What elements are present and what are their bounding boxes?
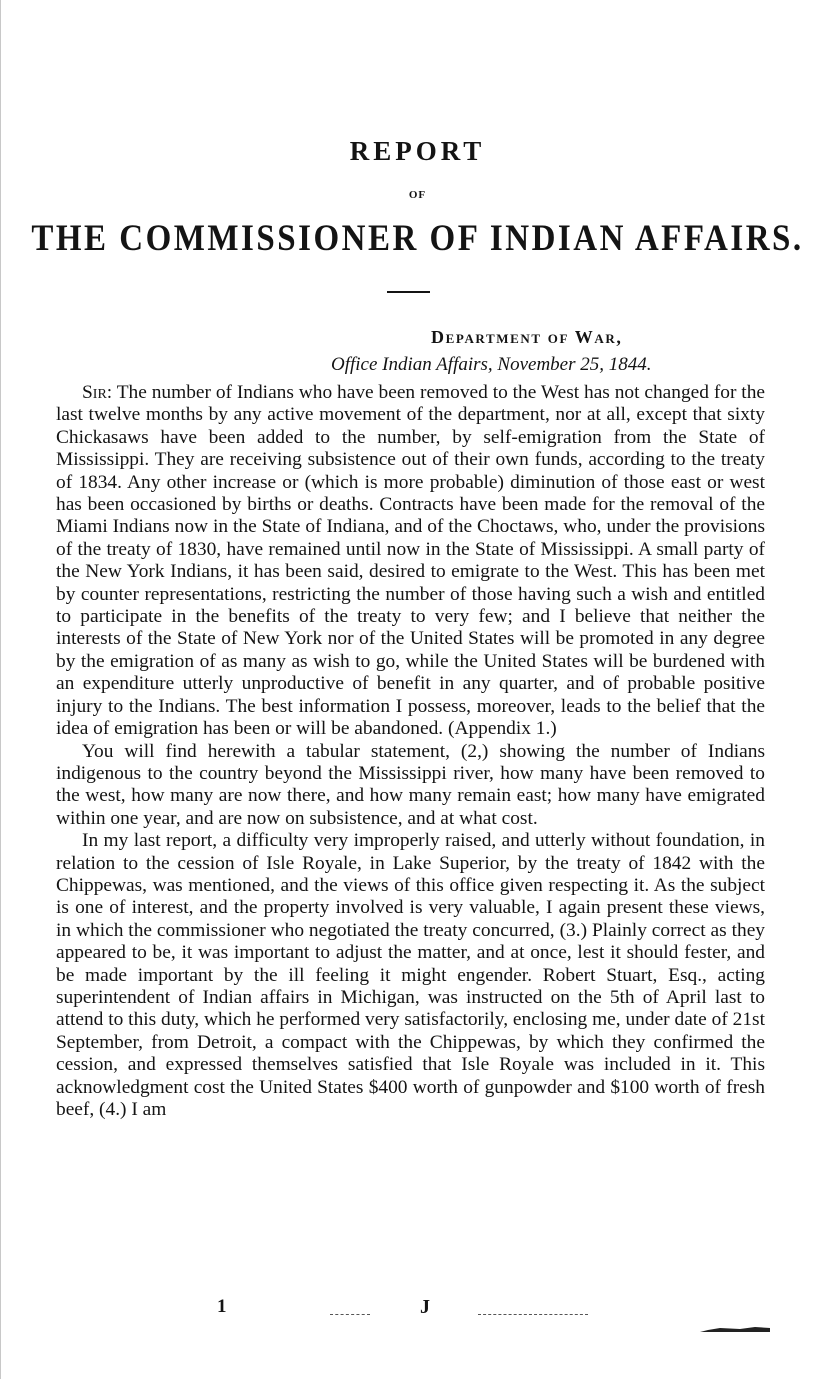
salutation: Sir: xyxy=(82,382,113,403)
page-subtitle: THE COMMISSIONER OF INDIAN AFFAIRS. xyxy=(31,218,804,260)
dateline-department: Department of War, xyxy=(431,327,623,347)
page-number: 1 xyxy=(217,1296,227,1317)
signature-mark: J xyxy=(420,1296,430,1318)
dateline-office-date: Office Indian Affairs, November 25, 1844. xyxy=(331,354,652,375)
binding-mark xyxy=(700,1322,770,1334)
paragraph-2: You will find herewith a tabular statement, (2,) showing the number of Indians indigenous to the country beyond the Mississippi river, how many have been removed to the west, how many are now there, and how many remain east; how many have emigrated within one year, and are now on subsistence, and at what cost. xyxy=(56,740,765,829)
footer-rule-right xyxy=(478,1314,588,1315)
paragraph-3: In my last report, a difficulty very improperly raised, and utterly without foundation, in relation to the cession of Isle Royale, in Lake Superior, by the treaty of 1842 with the Chippewas, was mentioned, and the views of this office given respecting it. As the subject is one of interest, and the property involved is very valuable, I again present these views, in which the commissioner who negotiated the treaty concurred, (3.) Plainly correct as they appeared to be, it was important to adjust the matter, and at once, lest it should fester, and be made important by the ill feeling it might engender. Robert Stuart, Esq., acting superintendent of Indian affairs in Michigan, was instructed on the 5th of April last to attend to this duty, which he performed very satisfactorily, enclosing me, under date of 21st September, from Detroit, a compact with the Chippewas, by which they confirmed the cession, and expressed themselves satisfied that Isle Royale was included in it. This acknowledgment cost the United States $400 worth of gunpowder and $100 worth of fresh beef, (4.) I am xyxy=(56,830,765,1120)
paragraph-1-text: The number of Indians who have been removed to the West has not changed for the last twelve months by any active movement of the department, nor at all, except that sixty Chickasaws have been added to the number, by self-emigration from the State of Mississippi. They are receiving subsistence out of their own funds, according to the treaty of 1834. Any other increase or (which is more probable) diminution of those east or west has been occasioned by births or deaths. Contracts have been made for the removal of the Miami Indians now in the State of Indiana, and of the Choctaws, who, under the provisions of the treaty of 1830, have remained until now in the State of Mississippi. A small party of the New York Indians, it has been said, desired to emigrate to the West. This has been met by counter representations, restricting the number of those having such a wish and entitled to participate in the benefits of the treaty to very few; and I believe that neither the interests of the State of New York nor of the United States will be promoted in any degree by the emigration of as many as wish to go, while the United States will be burdened with an expenditure utterly unproductive of benefit in any quarter, and of probable positive injury to the Indians. The best information I possess, moreover, leads to the belief that the idea of emigration has been or will be abandoned. (Appendix 1.) xyxy=(56,382,766,740)
page-title: REPORT xyxy=(349,136,486,166)
title-connector: OF xyxy=(408,189,427,201)
page-edge xyxy=(0,0,1,1379)
report-body xyxy=(56,382,765,1121)
title-rule xyxy=(387,291,430,293)
footer-rule-left xyxy=(330,1314,370,1315)
page-footer xyxy=(0,1296,835,1336)
paragraph-1 xyxy=(56,382,765,741)
